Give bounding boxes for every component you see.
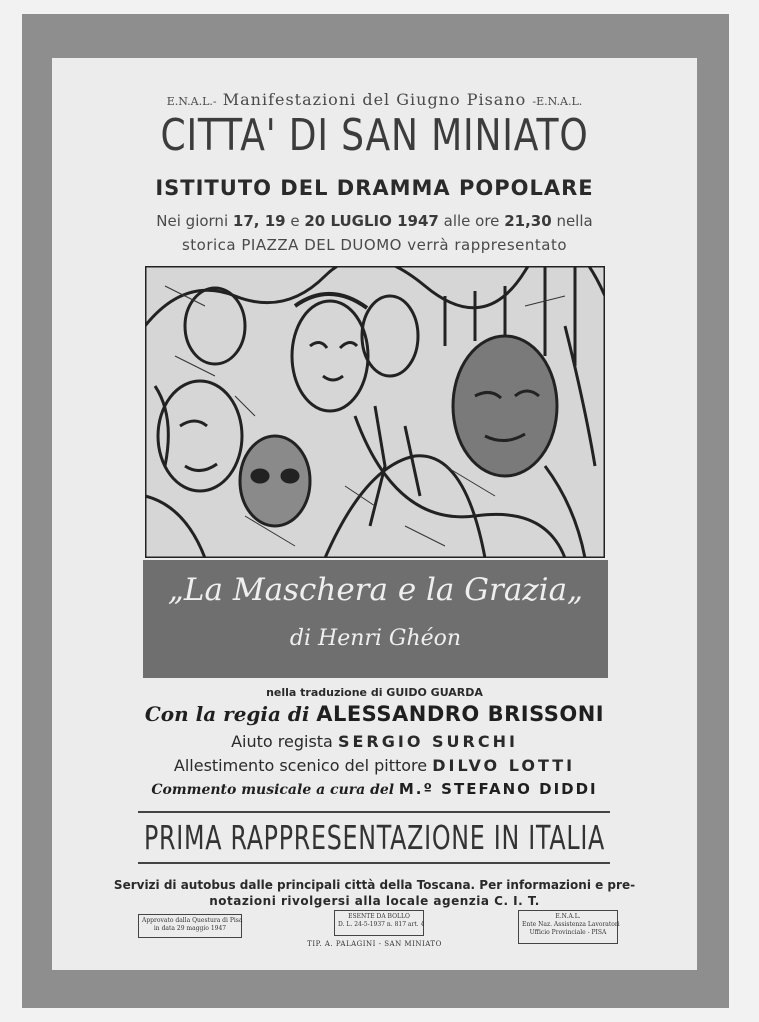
set-prefix: Allestimento scenico del pittore [173,756,428,775]
enal-left: E.N.A.L.- [166,95,217,108]
printer-credit: TIP. A. PALAGINI - SAN MINIATO [307,940,442,948]
enal-line-3: Ufficio Provinciale - PISA [529,929,607,936]
set-designer-name: DILVO LOTTI [432,756,576,775]
divider-bottom [138,862,610,864]
play-author: di Henri Ghéon [289,626,462,651]
event-line [52,90,697,109]
divider-top [138,811,610,813]
title-panel [143,560,608,678]
institute-name: ISTITUTO DEL DRAMMA POPOLARE [155,176,594,200]
venue-line [52,236,697,254]
time-prefix: alle ore [443,212,500,230]
poster [52,58,697,970]
set-design-credit [52,756,697,775]
venue-prefix: storica [181,236,237,254]
approval-line-2: in data 29 maggio 1947 [153,925,227,932]
city-title: CITTA' DI SAN MINIATO [160,110,589,161]
music-credit [52,780,697,798]
dates-days: 17, 19 [232,212,286,230]
venue-name: PIAZZA DEL DUOMO [241,236,402,254]
approval-stamp [138,914,242,938]
translation-credit: nella traduzione di GUIDO GUARDA [266,686,483,699]
dates-suffix: nella [556,212,593,230]
dates-conj: e [290,212,300,230]
dates-prefix: Nei giorni [156,212,229,230]
enal-line-2: Ente Naz. Assistenza Lavoratori [522,921,620,928]
dates-line [52,212,697,230]
tax-line-2: D. L. 24-5-1937 n. 817 art. 4 [338,921,425,928]
woodcut-illustration [145,266,605,558]
services-line-1: Servizi di autobus dalle principali città della Toscana. Per informazioni e pre- [113,878,636,892]
services-line-2: notazioni rivolgersi alla locale agenzia C. I. T. [209,894,540,908]
assistant-credit [52,732,697,751]
music-prefix: Commento musicale a cura del [151,782,395,798]
enal-right: -E.N.A.L. [532,95,583,108]
approval-line-1: Approvato dalla Questura di Pisa [142,917,243,924]
time-value: 21,30 [504,212,552,230]
tax-exempt-stamp [334,910,424,936]
play-title: „La Maschera e la Grazia„ [167,572,584,608]
music-name: M.º STEFANO DIDDI [398,780,598,798]
direction-prefix: Con la regia di [144,702,310,726]
tax-line-1: ESENTE DA BOLLO [348,913,410,920]
assistant-name: SERGIO SURCHI [337,732,518,751]
enal-line-1: E.N.A.L. [555,913,581,920]
direction-credit [52,702,697,726]
premiere-banner: PRIMA RAPPRESENTAZIONE IN ITALIA [143,818,606,857]
event-name: Manifestazioni del Giugno Pisano [222,90,527,109]
director-name: ALESSANDRO BRISSONI [316,702,605,726]
enal-stamp [518,910,618,944]
dates-date: 20 LUGLIO 1947 [304,212,439,230]
assistant-prefix: Aiuto regista [231,732,333,751]
venue-suffix: verrà rappresentato [407,236,568,254]
